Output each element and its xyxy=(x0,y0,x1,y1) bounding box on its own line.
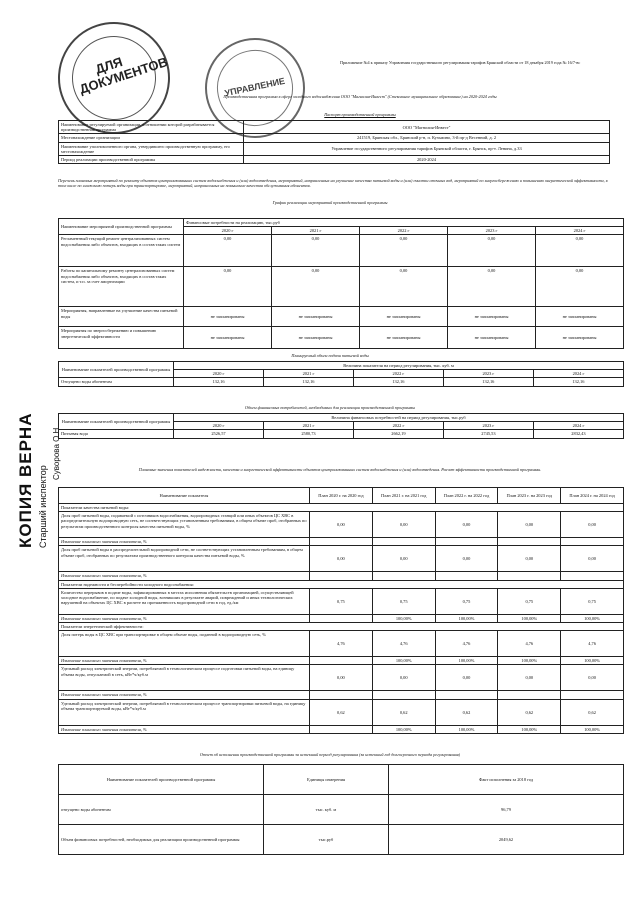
table-row xyxy=(59,631,624,657)
indicator-value: 0,62 xyxy=(372,699,435,725)
appendix-note: Приложение №4 к приказу Управления государственного регулирования тарифов Брянской области от 18 декабря 2019 года № 16/7-вс xyxy=(340,60,581,65)
report-row-name: отпущено воды абонентам xyxy=(59,795,264,825)
report-table xyxy=(58,764,624,855)
indicator-change-value xyxy=(310,572,373,580)
year-header: 2021 г xyxy=(272,227,360,235)
activity-value: не запланированы xyxy=(360,327,448,349)
indicator-value: 0,00 xyxy=(310,546,373,572)
activity-value: 0,00 xyxy=(448,235,536,267)
copy-correct-role: Старший инспектор xyxy=(38,465,48,548)
indicator-change-value: 100,00% xyxy=(435,657,498,665)
copy-correct-stamp: КОПИЯ ВЕРНА xyxy=(16,412,35,548)
report-row-fact: 2049,62 xyxy=(389,825,624,855)
indicator-change-value: 100,00% xyxy=(435,614,498,622)
copy-correct-name: Суворова О.Н. xyxy=(52,425,61,480)
indicator-section-title: Показатели надежности и бесперебойности холодного водоснабжения: xyxy=(59,580,624,588)
report-row-name: Объем финансовых потребностей, необходимых для реализации производственной программы xyxy=(59,825,264,855)
volume-head-name: Наименование показателей производственной программы xyxy=(59,362,174,378)
table-row xyxy=(59,765,624,795)
passport-value: Управление государственного регулирования тарифов Брянской области, г. Брянск, пр-т. Ленина, д.33 xyxy=(244,142,610,155)
table-row xyxy=(59,665,624,691)
table-row xyxy=(59,235,624,267)
indicator-value: 0,62 xyxy=(435,699,498,725)
activity-value: 0,00 xyxy=(536,235,624,267)
indicator-value: 0,00 xyxy=(435,665,498,691)
year-header: 2020 г xyxy=(174,422,264,430)
year-header: 2022 г xyxy=(353,422,443,430)
passport-label: Наименование регулируемой организации, в отношении которой разрабатывается производственная программа xyxy=(59,121,244,134)
table-row xyxy=(59,488,624,504)
table-row xyxy=(59,825,624,855)
indicators-body xyxy=(59,504,624,734)
year-header: 2023 г xyxy=(443,370,533,378)
indicator-change-value xyxy=(372,691,435,699)
indicator-change-value xyxy=(310,538,373,546)
indicators-intro: Плановые значения показателей надежности, качества и энергетической эффективности объектов централизованных систем водоснабжения и (или) водоотведения. Расчет эффективности производственной программы. xyxy=(138,467,542,472)
indicator-change-value xyxy=(310,725,373,733)
stamp-for-documents-text: ДЛЯ ДОКУМЕНТОВ xyxy=(77,54,170,97)
indicator-change-label: Изменение планового значения показателя, % xyxy=(59,614,310,622)
table-row xyxy=(59,414,624,422)
passport-label: Период реализации производственной программы xyxy=(59,156,244,164)
indicator-value: 0,00 xyxy=(561,512,624,538)
finance-head-value: Величина финансовых потребностей на период регулирования, тыс.руб xyxy=(174,414,624,422)
indicator-change-value: 100,00% xyxy=(561,725,624,733)
indicator-change-value xyxy=(498,691,561,699)
volume-head-value: Величина показателя на период регулирования, тыс. куб. м xyxy=(174,362,624,370)
indicator-value: 0,00 xyxy=(561,665,624,691)
indicator-name: Доля проб питьевой воды, подаваемой с источников водоснабжения, водопроводных станций или иных объектов ЦС ХВС в распределительную водопроводную сеть, не соответствующих установленным требованиям, в общем объеме проб, отобранных по результатам производственного контроля качества питьевой воды, % xyxy=(59,512,310,538)
table-row xyxy=(59,142,610,155)
year-header: План 2024 г. на 2024 год xyxy=(561,488,624,504)
report-row-fact: 96,79 xyxy=(389,795,624,825)
volume-value: 132,16 xyxy=(443,378,533,386)
indicator-value: 4,76 xyxy=(435,631,498,657)
indicator-value: 4,76 xyxy=(561,631,624,657)
table-row xyxy=(59,725,624,733)
table-row xyxy=(59,504,624,512)
table-row xyxy=(59,580,624,588)
report-head-name: Наименование показателей производственной программы xyxy=(59,765,264,795)
indicator-change-value: 100,00% xyxy=(498,725,561,733)
passport-value: 2020-2024 xyxy=(244,156,610,164)
table-row xyxy=(59,362,624,370)
finance-caption: Объем финансовых потребностей, необходимых для реализации производственной программы xyxy=(244,405,416,410)
table-row xyxy=(59,430,624,438)
volume-value: 132,16 xyxy=(353,378,443,386)
table-row xyxy=(59,691,624,699)
report-head-unit: Единицы измерения xyxy=(264,765,389,795)
table-row xyxy=(59,572,624,580)
indicator-value: 0,00 xyxy=(310,665,373,691)
table-row xyxy=(59,134,610,142)
table-row xyxy=(59,156,610,164)
indicator-change-value xyxy=(310,657,373,665)
finance-table xyxy=(58,413,624,439)
indicator-value: 0,00 xyxy=(372,512,435,538)
indicator-change-label: Изменение планового значения показателя, % xyxy=(59,538,310,546)
table-row xyxy=(59,378,624,386)
indicator-value: 0,00 xyxy=(498,512,561,538)
indicator-value: 0,62 xyxy=(498,699,561,725)
report-row-unit: тыс. куб. м xyxy=(264,795,389,825)
finance-value: 2662,19 xyxy=(353,430,443,438)
indicator-change-value: 100,00% xyxy=(561,657,624,665)
table-row xyxy=(59,623,624,631)
activity-value: 0,00 xyxy=(272,235,360,267)
table-row xyxy=(59,512,624,538)
year-header: План 2023 г. на 2023 год xyxy=(498,488,561,504)
indicator-section-title: Показатели энергетической эффективности: xyxy=(59,623,624,631)
activity-value: не запланированы xyxy=(360,307,448,327)
indicator-value: 0,75 xyxy=(435,588,498,614)
indicator-value: 0,75 xyxy=(372,588,435,614)
stamp-authority-text: УПРАВЛЕНИЕ xyxy=(223,75,286,99)
passport-heading: Паспорт производственной программы xyxy=(324,112,396,117)
indicator-value: 0,75 xyxy=(561,588,624,614)
table-row xyxy=(59,699,624,725)
indicator-change-value: 100,00% xyxy=(372,657,435,665)
activity-value: не запланированы xyxy=(536,327,624,349)
activity-value: 0,00 xyxy=(272,267,360,307)
activity-value: 0,00 xyxy=(360,235,448,267)
indicator-value: 0,75 xyxy=(498,588,561,614)
year-header: 2021 г xyxy=(263,422,353,430)
volume-value: 132,16 xyxy=(263,378,353,386)
indicator-name: Доля проб питьевой воды в распределительной водопроводной сети, не соответствующих установленным требованиям, в общем объеме проб, отобранных по результатам производственного контроля качества питьевой воды, % xyxy=(59,546,310,572)
report-row-unit: тыс.руб xyxy=(264,825,389,855)
indicator-change-value xyxy=(372,538,435,546)
table-row xyxy=(59,538,624,546)
report-caption: Отчет об исполнении производственной программы за истекший период регулирования (за истекший год долгосрочного периода регулирования) xyxy=(199,752,461,757)
passport-label: Местонахождение организации xyxy=(59,134,244,142)
indicator-change-value: 100,00% xyxy=(498,657,561,665)
year-header: План 2022 г. на 2022 год xyxy=(435,488,498,504)
activity-value: 0,00 xyxy=(448,267,536,307)
year-header: 2022 г xyxy=(353,370,443,378)
indicator-change-label: Изменение планового значения показателя, % xyxy=(59,691,310,699)
table-row xyxy=(59,121,610,134)
activity-value: не запланированы xyxy=(536,307,624,327)
indicator-value: 4,76 xyxy=(372,631,435,657)
activity-value: не запланированы xyxy=(272,327,360,349)
indicator-value: 4,76 xyxy=(498,631,561,657)
activity-value: 0,00 xyxy=(184,267,272,307)
activities-table xyxy=(58,218,624,349)
table-row xyxy=(59,614,624,622)
year-header: 2023 г xyxy=(448,227,536,235)
indicator-change-value xyxy=(310,614,373,622)
year-header: 2020 г xyxy=(174,370,264,378)
indicator-change-value xyxy=(372,572,435,580)
indicator-change-value xyxy=(435,538,498,546)
table-row xyxy=(59,657,624,665)
indicator-value: 0,62 xyxy=(561,699,624,725)
volume-value: 132,16 xyxy=(533,378,623,386)
passport-value: ООО "Магнолия-Инвест" xyxy=(244,121,610,134)
finance-head-name: Наименование показателей производственной программы xyxy=(59,414,174,430)
indicator-change-value xyxy=(310,691,373,699)
activity-value: не запланированы xyxy=(272,307,360,327)
table-row xyxy=(59,307,624,327)
passport-table xyxy=(58,120,610,164)
volume-caption: Планируемый объем подачи питьевой воды xyxy=(291,353,369,358)
table-row xyxy=(59,795,624,825)
indicator-name: Удельный расход электрической энергии, потребляемой в технологическом процессе подготовки питьевой воды, на единицу объема воды, отпускаемой в сеть, кВт*ч/куб.м xyxy=(59,665,310,691)
indicator-value: 0,00 xyxy=(372,665,435,691)
passport-value: 241519, Брянская обл., Брянский р-н, п. Кузьмино, 3-й пр-д Весенний, д. 2 xyxy=(244,134,610,142)
indicator-value: 0,00 xyxy=(561,546,624,572)
indicator-change-value xyxy=(498,538,561,546)
indicator-value: 0,75 xyxy=(310,588,373,614)
activity-name: Мероприятия по энергосбережению и повышению энергетической эффективности xyxy=(59,327,184,349)
activity-value: не запланированы xyxy=(448,327,536,349)
indicator-section-title: Показатели качества питьевой воды: xyxy=(59,504,624,512)
indicator-change-value: 100,00% xyxy=(561,614,624,622)
year-header: План 2020 г. на 2020 год xyxy=(310,488,373,504)
indicator-name: Удельный расход электрической энергии, потребляемой в технологическом процессе транспортировки питьевой воды, на единицу объема транспортируемой воды, кВт*ч/куб.м xyxy=(59,699,310,725)
indicator-value: 0,00 xyxy=(310,512,373,538)
table-row xyxy=(59,546,624,572)
indicator-change-value: 100,00% xyxy=(372,614,435,622)
indicator-name: Доля потерь воды в ЦС ХВС при транспортировке в общем объеме воды, поданной в водопроводную сеть, % xyxy=(59,631,310,657)
activity-value: не запланированы xyxy=(184,307,272,327)
finance-value: 2832,43 xyxy=(533,430,623,438)
volume-value: 132,16 xyxy=(174,378,264,386)
indicator-change-value xyxy=(435,691,498,699)
indicator-value: 0,00 xyxy=(498,546,561,572)
indicator-change-value xyxy=(561,691,624,699)
year-header: 2024 г xyxy=(536,227,624,235)
indicator-value: 0,00 xyxy=(435,546,498,572)
year-header: 2021 г xyxy=(263,370,353,378)
activities-subtitle: График реализации мероприятий производственной программы xyxy=(272,200,388,205)
table-row xyxy=(59,588,624,614)
activity-name: Регламентный текущий ремонт централизованных систем водоснабжения либо объектов, входящих в состав таких систем xyxy=(59,235,184,267)
indicator-value: 0,00 xyxy=(498,665,561,691)
indicator-change-value xyxy=(498,572,561,580)
year-header: 2024 г xyxy=(533,370,623,378)
volume-table xyxy=(58,361,624,387)
indicator-change-value xyxy=(435,572,498,580)
activity-value: 0,00 xyxy=(360,267,448,307)
table-row xyxy=(59,219,624,227)
indicator-change-value xyxy=(561,538,624,546)
finance-value: 2526,57 xyxy=(174,430,264,438)
activity-value: 0,00 xyxy=(184,235,272,267)
indicator-name: Количество перерывов в подаче воды, зафиксированных в местах исполнения обязательств организацией, осуществляющей холодное водоснабжение, по подаче холодной воды, возникших в результате аварий, повреждений и иных технологических нарушений на объектах ЦС ХВС в расчете на протяженность водопроводной сети в год, ед./км xyxy=(59,588,310,614)
year-header: 2020 г xyxy=(184,227,272,235)
activities-intro: Перечень плановых мероприятий по ремонту объектов централизованных систем водоснабжения и (или) водоотведения, мероприятий, направленных на улучшение качества питьевой воды и (или) очистки сточных вод, мероприятий по энергосбережению и повышению энергетической эффективности, в том числе по снижению потерь воды при транспортировке, мероприятий, направленных на повышение качества обслуживания абонентов. xyxy=(58,178,608,188)
indicator-value: 4,76 xyxy=(310,631,373,657)
activity-value: 0,00 xyxy=(536,267,624,307)
indicator-change-value: 100,00% xyxy=(435,725,498,733)
indicator-value: 0,00 xyxy=(372,546,435,572)
activities-head-name: Наименование мероприятий производственной программы xyxy=(59,219,184,235)
indicator-change-value: 100,00% xyxy=(372,725,435,733)
year-header: 2024 г xyxy=(533,422,623,430)
table-row xyxy=(59,327,624,349)
passport-label: Наименование уполномоченного органа, утвердившего производственную программу, его местонахождение xyxy=(59,142,244,155)
indicator-change-label: Изменение планового значения показателя, % xyxy=(59,725,310,733)
year-header: План 2021 г. на 2021 год xyxy=(372,488,435,504)
indicator-change-label: Изменение планового значения показателя, % xyxy=(59,657,310,665)
activity-name: Мероприятия, направленные на улучшение качества питьевой воды xyxy=(59,307,184,327)
activity-value: не запланированы xyxy=(184,327,272,349)
activity-name: Работы по капитальному ремонту централизованных систем водоснабжения либо объектов, входящих в состав таких систем, и т.п. за счет амортизации xyxy=(59,267,184,307)
indicators-table xyxy=(58,487,624,734)
indicator-value: 0,00 xyxy=(435,512,498,538)
finance-row-name: Питьевая вода xyxy=(59,430,174,438)
indicator-change-value: 100,00% xyxy=(498,614,561,622)
activities-head-need: Финансовые потребности на реализацию, тыс.руб xyxy=(184,219,624,227)
indicator-change-label: Изменение планового значения показателя, % xyxy=(59,572,310,580)
indicators-head-name: Наименование показателя xyxy=(59,488,310,504)
activity-value: не запланированы xyxy=(448,307,536,327)
report-head-fact: Факт исполнения за 2018 год xyxy=(389,765,624,795)
year-header: 2022 г xyxy=(360,227,448,235)
finance-value: 2580,73 xyxy=(263,430,353,438)
volume-row-name: Отпущено воды абонентам xyxy=(59,378,174,386)
indicator-change-value xyxy=(561,572,624,580)
program-title: Производственная программа в сфере холодного водоснабжения ООО "Магнолия-Инвест" (Стекольное муниципальное образование) на 2020-2024 годы xyxy=(223,94,497,99)
table-row xyxy=(59,267,624,307)
indicator-value: 0,62 xyxy=(310,699,373,725)
year-header: 2023 г xyxy=(443,422,533,430)
finance-value: 2745,53 xyxy=(443,430,533,438)
